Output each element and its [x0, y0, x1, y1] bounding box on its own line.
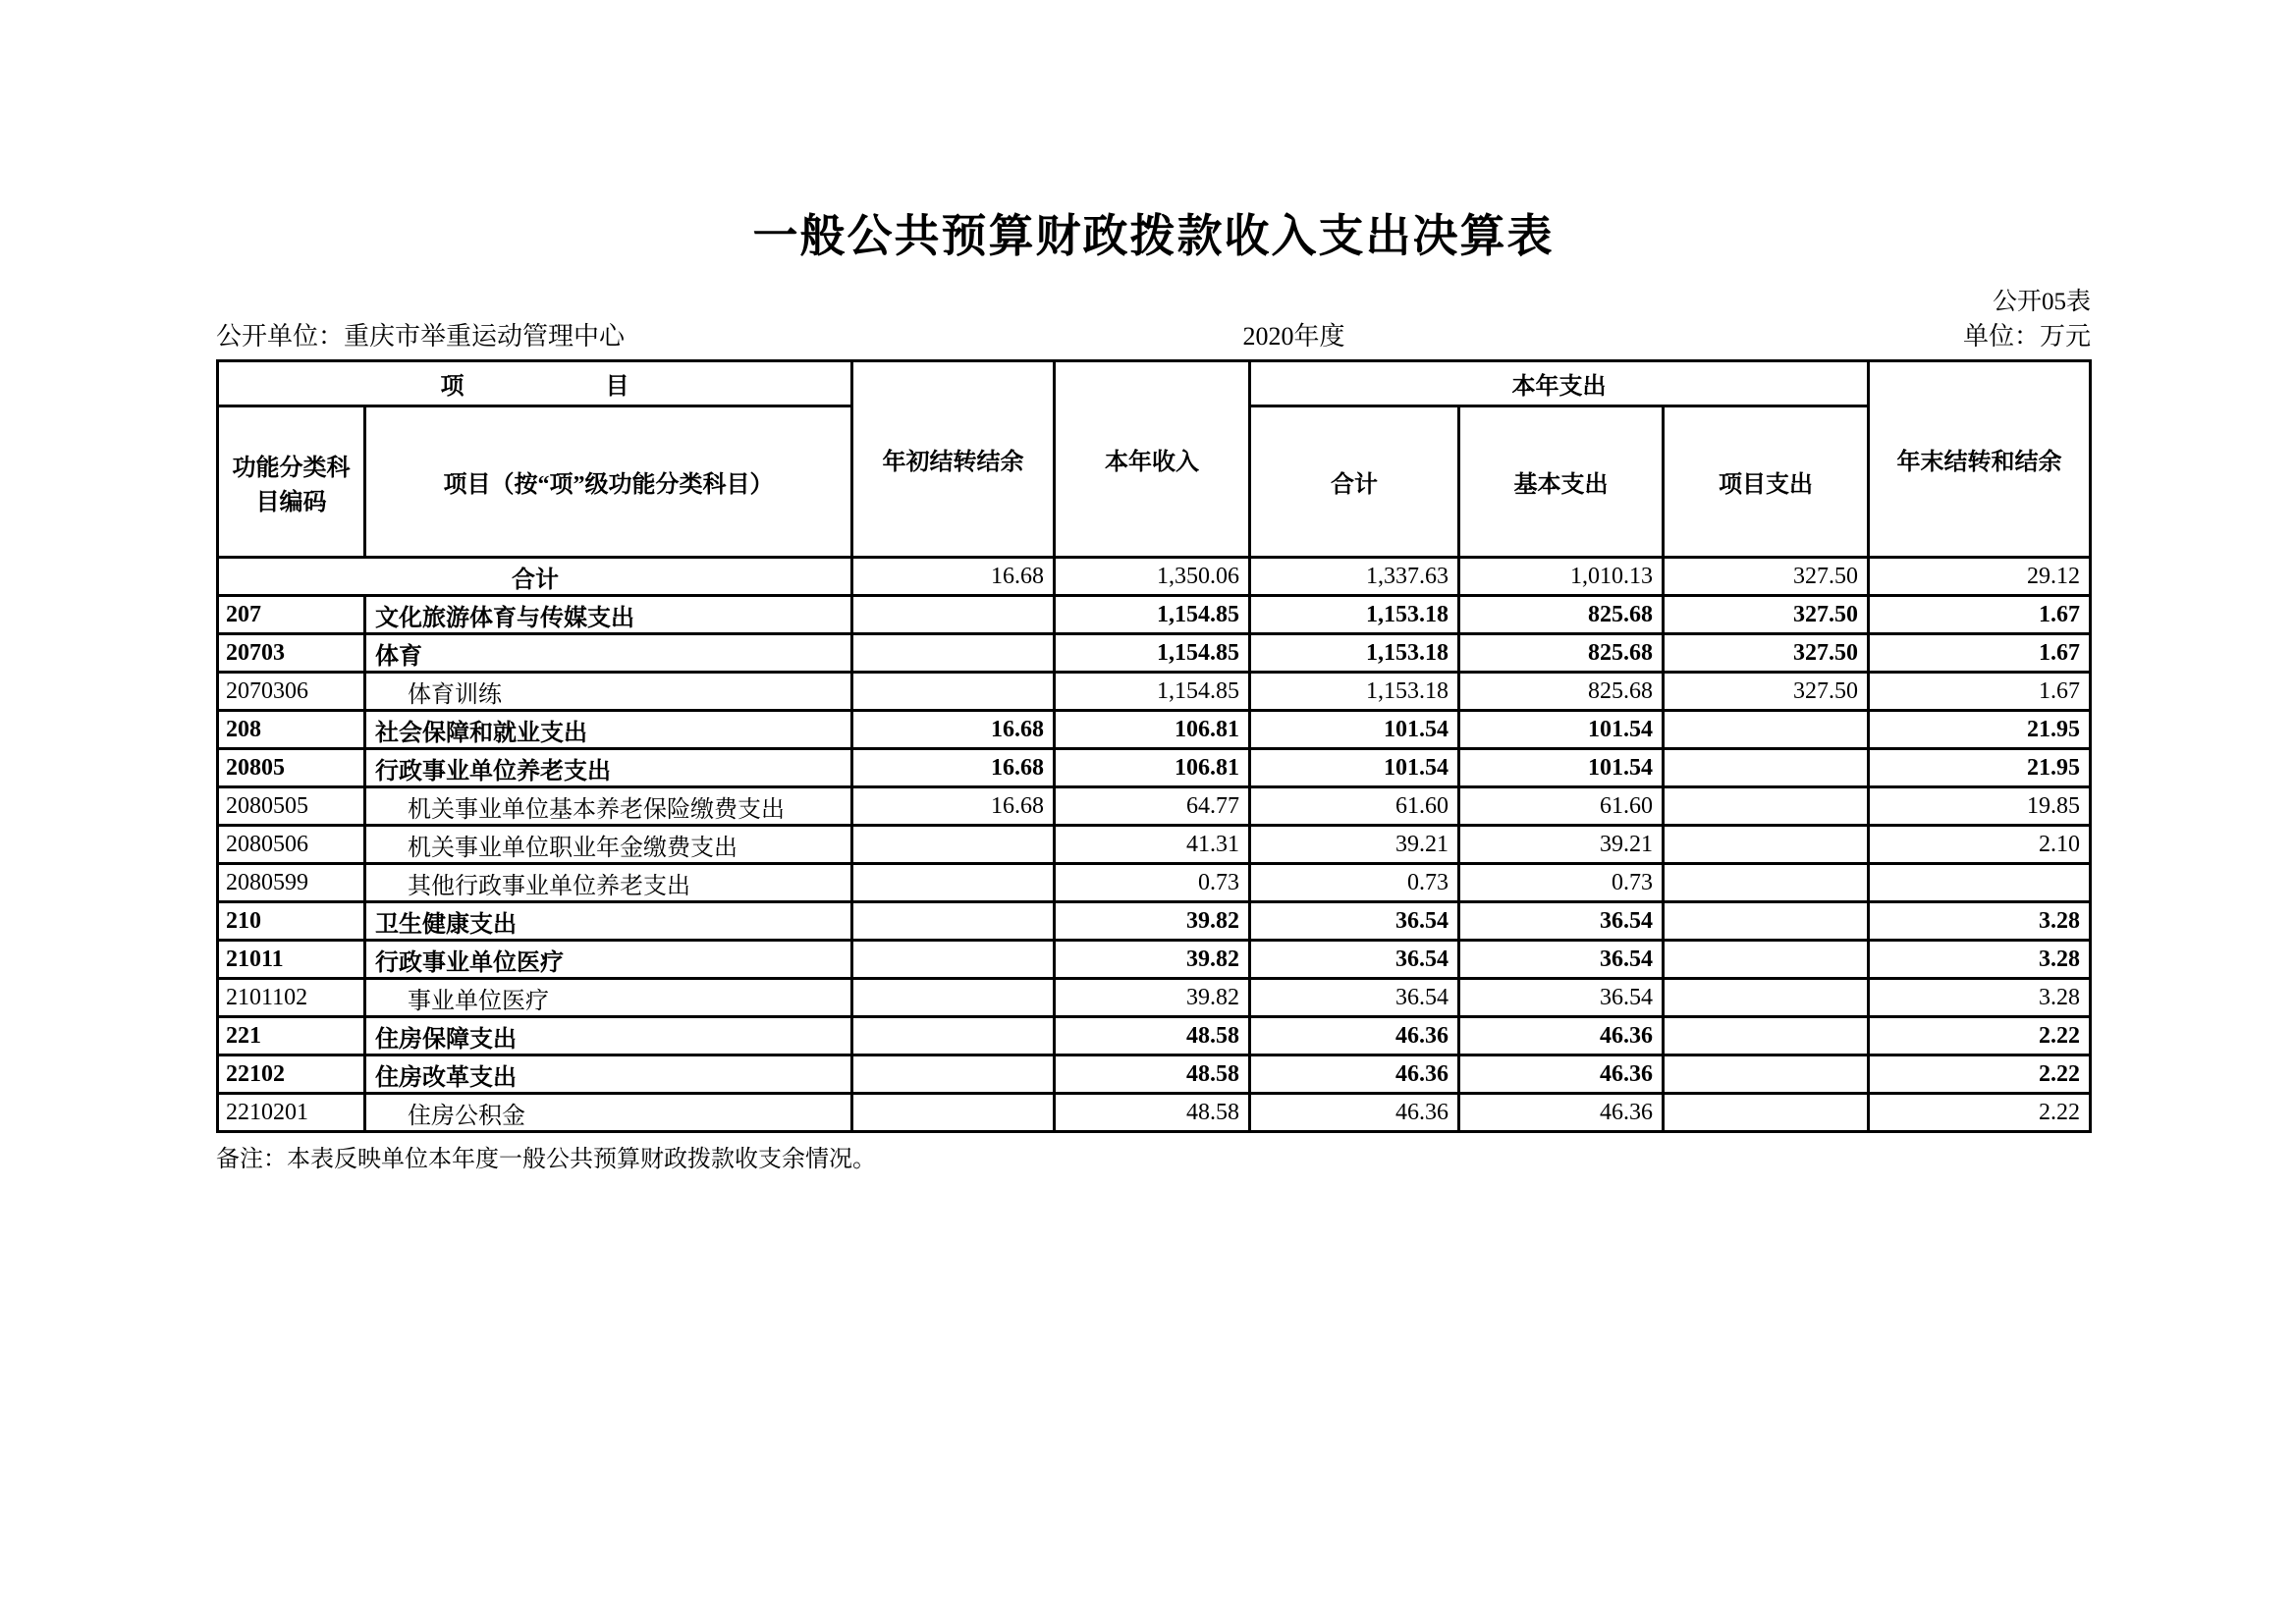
value-cell: 16.68 [852, 558, 1055, 596]
value-cell: 101.54 [1459, 711, 1664, 749]
value-cell [852, 673, 1055, 711]
value-cell: 1.67 [1869, 673, 2091, 711]
value-cell: 1,153.18 [1250, 596, 1459, 634]
item-cell: 卫生健康支出 [365, 902, 852, 941]
item-cell: 体育训练 [365, 673, 852, 711]
value-cell: 39.82 [1055, 902, 1250, 941]
table-row [218, 596, 2091, 634]
value-cell: 825.68 [1459, 634, 1664, 673]
value-cell: 48.58 [1055, 1055, 1250, 1094]
code-cell: 2080505 [218, 787, 365, 826]
code-cell: 21011 [218, 941, 365, 979]
value-cell: 1.67 [1869, 634, 2091, 673]
code-cell: 20703 [218, 634, 365, 673]
item-cell: 体育 [365, 634, 852, 673]
value-cell: 61.60 [1250, 787, 1459, 826]
value-cell [852, 902, 1055, 941]
table-row [218, 634, 2091, 673]
document-content [216, 0, 2091, 1174]
value-cell: 36.54 [1459, 941, 1664, 979]
value-cell: 36.54 [1250, 941, 1459, 979]
code-cell: 22102 [218, 1055, 365, 1094]
value-cell [852, 596, 1055, 634]
table-row [218, 558, 2091, 596]
value-cell: 2.22 [1869, 1017, 2091, 1055]
table-row [218, 941, 2091, 979]
header-current-income: 本年收入 [1055, 361, 1250, 558]
code-cell: 2210201 [218, 1094, 365, 1132]
header-opening-balance: 年初结转结余 [852, 361, 1055, 558]
value-cell: 46.36 [1459, 1094, 1664, 1132]
table-row [218, 1017, 2091, 1055]
value-cell: 106.81 [1055, 711, 1250, 749]
value-cell: 2.22 [1869, 1055, 2091, 1094]
value-cell: 46.36 [1459, 1055, 1664, 1094]
item-cell: 行政事业单位医疗 [365, 941, 852, 979]
code-cell: 210 [218, 902, 365, 941]
fiscal-year-label: 2020年度 [1242, 322, 1345, 351]
table-row [218, 711, 2091, 749]
item-cell: 机关事业单位基本养老保险缴费支出 [365, 787, 852, 826]
value-cell [852, 1094, 1055, 1132]
item-cell: 社会保障和就业支出 [365, 711, 852, 749]
item-cell: 其他行政事业单位养老支出 [365, 864, 852, 902]
value-cell: 61.60 [1459, 787, 1664, 826]
value-cell [1664, 711, 1869, 749]
value-cell: 0.73 [1459, 864, 1664, 902]
value-cell [1664, 1094, 1869, 1132]
value-cell: 46.36 [1250, 1094, 1459, 1132]
value-cell: 36.54 [1459, 902, 1664, 941]
header-row-top [218, 361, 2091, 406]
value-cell: 327.50 [1664, 596, 1869, 634]
value-cell: 0.73 [1250, 864, 1459, 902]
header-basic-expenditure: 基本支出 [1459, 406, 1664, 558]
value-cell [852, 941, 1055, 979]
value-cell: 46.36 [1250, 1055, 1459, 1094]
table-row [218, 979, 2091, 1017]
value-cell: 21.95 [1869, 749, 2091, 787]
value-cell: 39.21 [1459, 826, 1664, 864]
value-cell: 1,154.85 [1055, 673, 1250, 711]
item-cell: 文化旅游体育与传媒支出 [365, 596, 852, 634]
code-cell: 2070306 [218, 673, 365, 711]
value-cell: 3.28 [1869, 941, 2091, 979]
footnote: 备注：本表反映单位本年度一般公共预算财政拨款收支余情况。 [216, 1147, 876, 1172]
value-cell: 46.36 [1250, 1017, 1459, 1055]
item-cell: 住房改革支出 [365, 1055, 852, 1094]
value-cell [852, 634, 1055, 673]
code-cell: 20805 [218, 749, 365, 787]
value-cell: 101.54 [1250, 749, 1459, 787]
value-cell: 2.10 [1869, 826, 2091, 864]
table-row [218, 1055, 2091, 1094]
header-current-expenditure: 本年支出 [1250, 361, 1869, 406]
value-cell [852, 1055, 1055, 1094]
code-cell: 2080506 [218, 826, 365, 864]
value-cell: 29.12 [1869, 558, 2091, 596]
unit-of-measure-label: 单位：万元 [1962, 322, 2091, 351]
header-item: 项目（按“项”级功能分类科目） [365, 406, 852, 558]
value-cell: 106.81 [1055, 749, 1250, 787]
table-code-label: 公开05表 [1992, 289, 2091, 315]
value-cell: 327.50 [1664, 673, 1869, 711]
code-cell: 2101102 [218, 979, 365, 1017]
code-cell: 208 [218, 711, 365, 749]
value-cell: 48.58 [1055, 1017, 1250, 1055]
value-cell: 41.31 [1055, 826, 1250, 864]
value-cell: 39.82 [1055, 941, 1250, 979]
table-row [218, 826, 2091, 864]
value-cell [1664, 749, 1869, 787]
item-cell: 事业单位医疗 [365, 979, 852, 1017]
table-body [218, 558, 2091, 1132]
value-cell [1664, 787, 1869, 826]
value-cell: 39.82 [1055, 979, 1250, 1017]
value-cell: 1,153.18 [1250, 673, 1459, 711]
table-info-line [216, 322, 2091, 352]
value-cell: 327.50 [1664, 558, 1869, 596]
value-cell [852, 826, 1055, 864]
code-cell: 2080599 [218, 864, 365, 902]
value-cell: 3.28 [1869, 979, 2091, 1017]
page-title: 一般公共预算财政拨款收入支出决算表 [752, 210, 1555, 261]
value-cell: 1,337.63 [1250, 558, 1459, 596]
item-cell: 住房保障支出 [365, 1017, 852, 1055]
value-cell: 46.36 [1459, 1017, 1664, 1055]
value-cell: 39.21 [1250, 826, 1459, 864]
item-cell: 住房公积金 [365, 1094, 852, 1132]
value-cell: 1,350.06 [1055, 558, 1250, 596]
budget-table [216, 359, 2092, 1133]
table-row [218, 902, 2091, 941]
table-row [218, 864, 2091, 902]
publishing-unit-label: 公开单位：重庆市举重运动管理中心 [216, 322, 626, 351]
value-cell: 3.28 [1869, 902, 2091, 941]
header-function-code: 功能分类科目编码 [218, 406, 365, 558]
value-cell [1664, 1017, 1869, 1055]
table-row [218, 787, 2091, 826]
value-cell [852, 864, 1055, 902]
value-cell [1664, 941, 1869, 979]
value-cell: 1,154.85 [1055, 634, 1250, 673]
value-cell: 101.54 [1459, 749, 1664, 787]
code-cell: 207 [218, 596, 365, 634]
item-cell: 行政事业单位养老支出 [365, 749, 852, 787]
value-cell [1664, 979, 1869, 1017]
value-cell: 1,010.13 [1459, 558, 1664, 596]
value-cell: 48.58 [1055, 1094, 1250, 1132]
value-cell: 825.68 [1459, 596, 1664, 634]
header-closing-balance: 年末结转和结余 [1869, 361, 2091, 558]
value-cell [852, 1017, 1055, 1055]
value-cell [1664, 864, 1869, 902]
value-cell: 1,153.18 [1250, 634, 1459, 673]
value-cell: 16.68 [852, 787, 1055, 826]
value-cell: 327.50 [1664, 634, 1869, 673]
header-item-group: 项 目 [218, 361, 852, 406]
value-cell: 2.22 [1869, 1094, 2091, 1132]
value-cell [1664, 1055, 1869, 1094]
value-cell: 19.85 [1869, 787, 2091, 826]
value-cell: 825.68 [1459, 673, 1664, 711]
header-expenditure-total: 合计 [1250, 406, 1459, 558]
value-cell [852, 979, 1055, 1017]
table-header [218, 361, 2091, 558]
value-cell: 0.73 [1055, 864, 1250, 902]
value-cell [1664, 902, 1869, 941]
header-project-expenditure: 项目支出 [1664, 406, 1869, 558]
item-cell: 机关事业单位职业年金缴费支出 [365, 826, 852, 864]
item-cell: 合计 [218, 558, 852, 596]
value-cell [1664, 826, 1869, 864]
code-cell: 221 [218, 1017, 365, 1055]
table-row [218, 1094, 2091, 1132]
value-cell: 16.68 [852, 711, 1055, 749]
value-cell: 36.54 [1459, 979, 1664, 1017]
value-cell: 16.68 [852, 749, 1055, 787]
value-cell: 36.54 [1250, 979, 1459, 1017]
value-cell: 64.77 [1055, 787, 1250, 826]
value-cell: 1.67 [1869, 596, 2091, 634]
value-cell: 36.54 [1250, 902, 1459, 941]
value-cell [1869, 864, 2091, 902]
value-cell: 1,154.85 [1055, 596, 1250, 634]
value-cell: 21.95 [1869, 711, 2091, 749]
table-row [218, 749, 2091, 787]
table-row [218, 673, 2091, 711]
value-cell: 101.54 [1250, 711, 1459, 749]
